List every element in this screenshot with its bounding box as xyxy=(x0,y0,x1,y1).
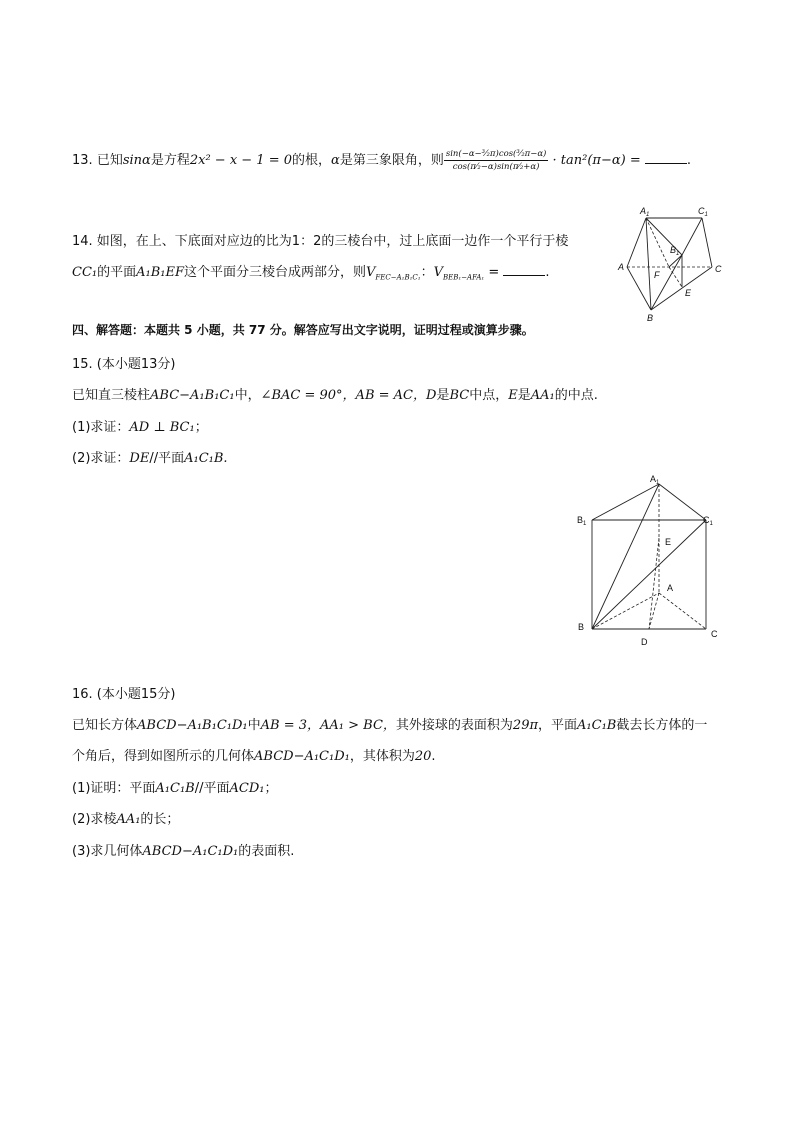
q13-text: 是第三象限角，则 xyxy=(339,153,444,168)
label-C: C xyxy=(711,629,718,639)
q16-p3-label: (3)求几何体 xyxy=(72,844,143,859)
q14-line-1 xyxy=(72,230,568,249)
q13-number: 13. xyxy=(72,153,93,168)
q15-stem xyxy=(72,384,598,403)
label-A: A xyxy=(667,583,674,593)
q15-p1-expr: AD ⊥ BC₁ xyxy=(129,420,195,435)
q13-fraction xyxy=(444,149,549,172)
label-C1: $C_1$ xyxy=(703,515,713,527)
q15-text: 已知直三棱柱 xyxy=(72,388,151,403)
q16-p3-solid: ABCD−A₁C₁D₁ xyxy=(142,844,239,859)
label-A: A xyxy=(618,262,625,272)
q16-conditions: AB = 3，AA₁ > BC， xyxy=(260,718,396,733)
q15-p2-text: //平面 xyxy=(149,451,185,466)
q14-plane: A₁B₁EF xyxy=(136,265,184,280)
q13-equation: 2x² − x − 1 = 0 xyxy=(189,153,293,168)
label-A1: $A_1$ xyxy=(650,474,660,486)
q14-volume-a-sub: FEC−A₁B₁C₁ xyxy=(375,273,421,282)
q13-fraction-denominator: cos(π⁄₂−α)sin(π⁄₂+α) xyxy=(452,162,540,172)
q16-plane: A₁C₁B xyxy=(577,718,617,733)
q15-p1-end: ； xyxy=(194,420,208,435)
q16-text: 中 xyxy=(247,718,261,733)
q14-line-2 xyxy=(72,261,550,282)
q16-p3-text: 的表面积. xyxy=(238,844,295,859)
q14-equals: = xyxy=(488,265,500,280)
q16-line-1 xyxy=(72,714,707,733)
q16-area: 29π xyxy=(512,718,539,733)
label-C1: $C_1$ xyxy=(698,206,708,218)
q13-fraction-numerator: sin(−α−³⁄₂π)cos(³⁄₂π−α) xyxy=(445,149,547,159)
q13-text: 的根， xyxy=(292,153,332,168)
q14-volume-a: V xyxy=(366,265,376,280)
label-C: C xyxy=(715,264,722,274)
q16-volume: 20 xyxy=(414,749,432,764)
label-F: F xyxy=(654,270,660,280)
q15-p2-label: (2)求证： xyxy=(72,451,130,466)
q16-cuboid: ABCD−A₁B₁C₁D₁ xyxy=(137,718,248,733)
label-E: E xyxy=(665,537,672,547)
q15-point-d: D xyxy=(426,388,437,403)
q16-text: 个角后，得到如图所示的几何体 xyxy=(72,749,255,764)
q15-text: 是 xyxy=(436,388,450,403)
q16-p2-text: 的长； xyxy=(140,812,180,827)
q16-text: 其外接球的表面积为 xyxy=(395,718,513,733)
section-four-heading: 四、解答题：本题共 5 小题，共 77 分。解答应写出文字说明，证明过程或演算步骤。 xyxy=(72,323,534,337)
label-B: B xyxy=(647,313,654,323)
q15-conditions: ∠BAC = 90°，AB = AC， xyxy=(260,388,426,403)
q15-point-e: E xyxy=(508,388,518,403)
q16-p1-end: ； xyxy=(264,781,278,796)
q15-part-2 xyxy=(72,447,228,466)
question-13 xyxy=(72,149,691,172)
q13-tail: · tan²(π−α) = xyxy=(552,153,641,168)
q16-text: 截去长方体的一 xyxy=(616,718,708,733)
q16-solid: ABCD−A₁C₁D₁ xyxy=(254,749,350,764)
q13-end: . xyxy=(686,153,692,168)
q16-text: ，平面 xyxy=(538,718,578,733)
q16-part-3 xyxy=(72,840,294,859)
q15-p2-de: DE xyxy=(129,451,150,466)
q14-volume-b: V xyxy=(433,265,443,280)
q16-part-1 xyxy=(72,777,278,796)
q15-p1-label: (1)求证： xyxy=(72,420,130,435)
q15-title: 15. (本小题13分) xyxy=(72,357,176,372)
q16-line-2 xyxy=(72,745,436,764)
q13-text: 已知 xyxy=(96,153,123,168)
q14-text: 这个平面分三棱台成两部分，则 xyxy=(184,265,367,280)
q16-title: 16. (本小题15分) xyxy=(72,687,176,702)
q15-text: 中点， xyxy=(469,388,509,403)
q16-p2-edge: AA₁ xyxy=(116,812,141,827)
q16-part-2 xyxy=(72,808,179,827)
q15-segment-aa1: AA₁ xyxy=(530,388,555,403)
figure-15-prism xyxy=(570,470,730,655)
q15-part-1 xyxy=(72,416,208,435)
q14-text: 的平面 xyxy=(97,265,137,280)
label-B: B xyxy=(578,622,585,632)
q15-segment-bc: BC xyxy=(449,388,470,403)
label-B1: $B_1$ xyxy=(577,515,587,527)
q14-cc1: CC₁ xyxy=(72,265,98,280)
q14-colon: ： xyxy=(420,265,434,280)
q15-text: 是 xyxy=(517,388,531,403)
q16-text: . xyxy=(431,749,436,764)
q16-p1-text: //平面 xyxy=(194,781,230,796)
q14-end: . xyxy=(545,265,550,280)
q16-text: ，其体积为 xyxy=(349,749,415,764)
q15-text: 的中点. xyxy=(554,388,598,403)
q13-text: 是方程 xyxy=(150,153,190,168)
q14-answer-blank[interactable] xyxy=(503,263,545,276)
q13-answer-blank[interactable] xyxy=(645,151,687,164)
q15-prism: ABC−A₁B₁C₁ xyxy=(150,388,235,403)
q15-text: 中， xyxy=(234,388,261,403)
q15-p2-plane: A₁C₁B. xyxy=(184,451,228,466)
label-B1: $B_1$ xyxy=(670,245,680,257)
figure-14-frustum xyxy=(610,200,735,325)
q13-alpha: α xyxy=(331,153,340,168)
q14-text: 14. 如图，在上、下底面对应边的比为1：2的三棱台中，过上底面一边作一个平行于棱 xyxy=(72,234,569,249)
q13-sina: sinα xyxy=(122,153,151,168)
q16-p2-label: (2)求棱 xyxy=(72,812,117,827)
label-E: E xyxy=(685,288,692,298)
q16-p1-label: (1)证明：平面 xyxy=(72,781,156,796)
q16-p1-plane-b: ACD₁ xyxy=(229,781,265,796)
q14-volume-b-sub: BEB₁−AFA₁ xyxy=(442,273,485,282)
q16-p1-plane-a: A₁C₁B xyxy=(155,781,195,796)
label-D: D xyxy=(641,637,648,647)
label-A1: $A_1$ xyxy=(640,206,650,218)
q16-text: 已知长方体 xyxy=(72,718,138,733)
